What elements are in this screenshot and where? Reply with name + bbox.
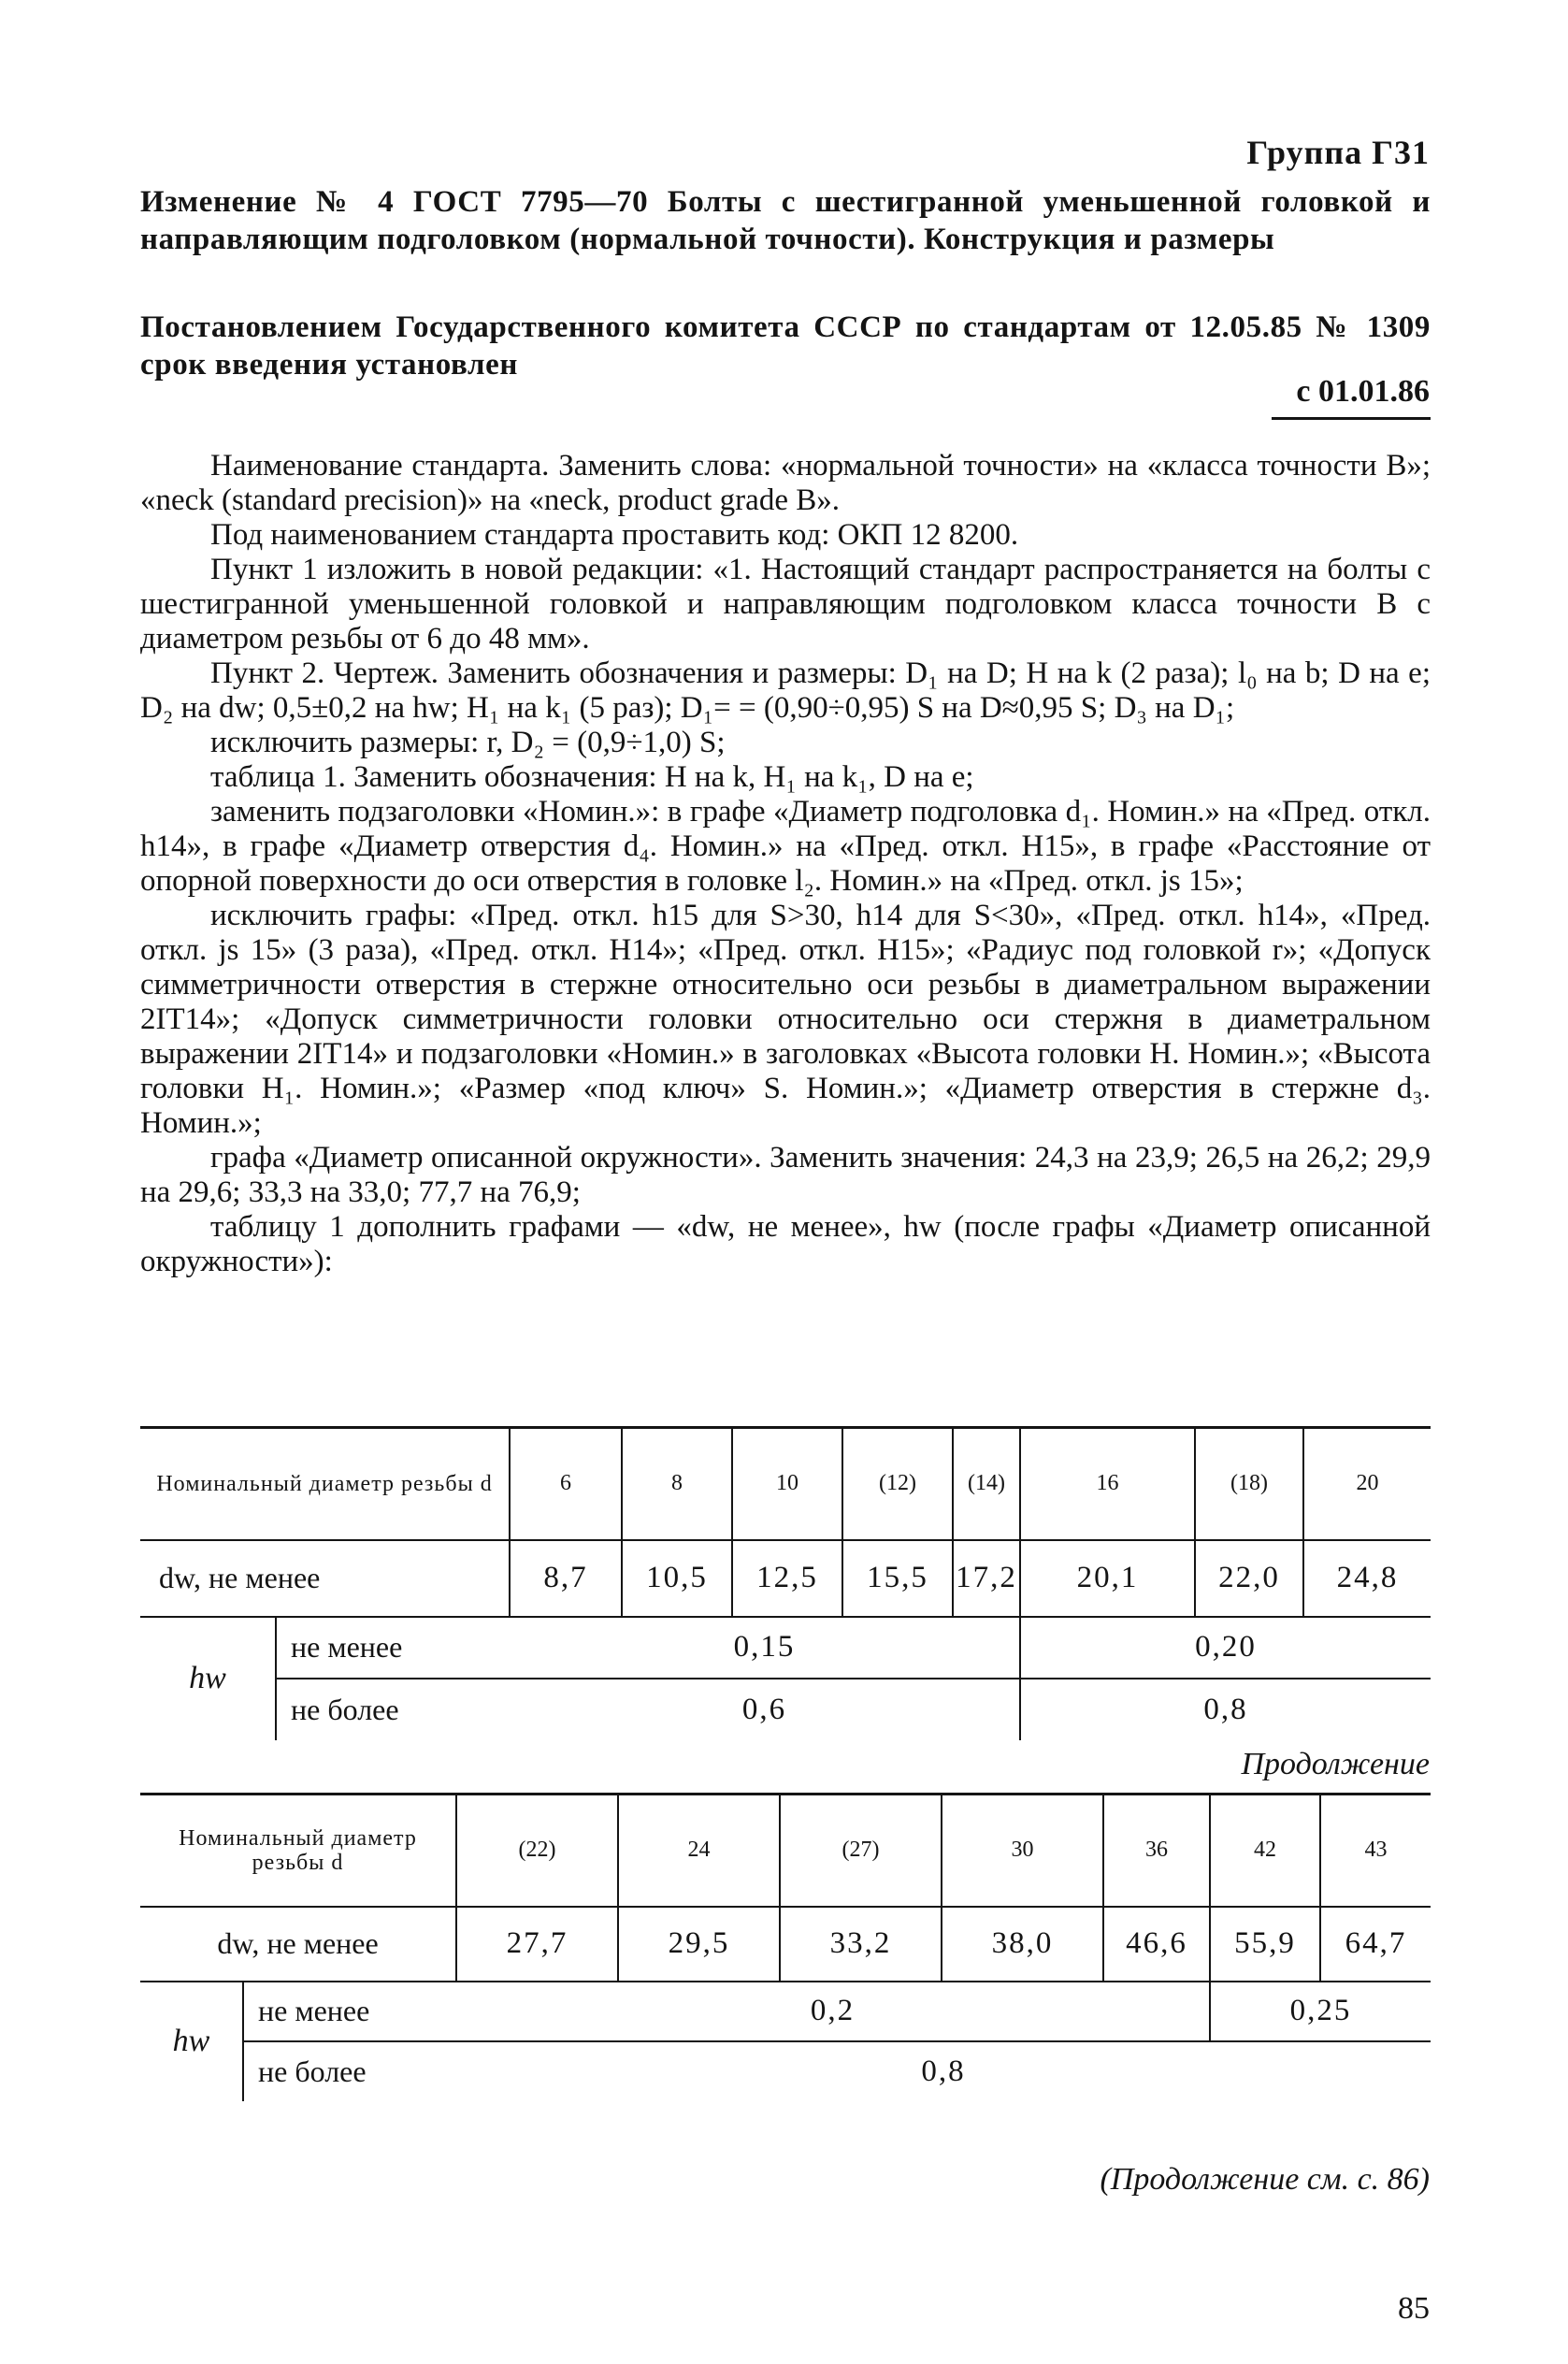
- table-cell: 55,9: [1210, 1907, 1320, 1982]
- column-header: (18): [1195, 1428, 1303, 1540]
- column-header: 42: [1210, 1795, 1320, 1907]
- table-cell: 46,6: [1103, 1907, 1210, 1982]
- column-header: 6: [510, 1428, 622, 1540]
- column-header: 16: [1020, 1428, 1195, 1540]
- dw-label: dw, не менее: [217, 1926, 379, 1960]
- dw-label: dw, не менее: [159, 1561, 321, 1594]
- table-row: [140, 1795, 1431, 1907]
- paragraph-exclude-sizes: исключить размеры: r, D₂ = (0,9÷1,0) S;: [210, 726, 726, 759]
- paragraph-item-1: Пункт 1 изложить в новой редакции: «1. Настоящий стандарт распространяется на болты с шестигранной уменьшенной головкой и направляющим подголовком класса точности В с диаметром резьбы от 6 до 48 мм».: [140, 553, 1431, 656]
- column-header: 24: [618, 1795, 780, 1907]
- paragraph-replace-subheadings: заменить подзаголовки «Номин.»: в графе «Диаметр подголовка d₁. Номин.» на «Пред. откл. h14», в графе «Диаметр отверстия d₄. Номин.» на «Пред. откл. H15», в графе «Расстояние от опорной поверхности до оси отверстия в головке l₂. Номин.» на «Пред. откл. js 15»;: [140, 795, 1431, 898]
- column-header: 43: [1320, 1795, 1431, 1907]
- amendment-body: [140, 449, 1431, 1279]
- column-header: (22): [456, 1795, 618, 1907]
- amendment-title: Изменение № 4 ГОСТ 7795—70 Болты с шестигранной уменьшенной головкой и направляющим подголовком (нормальной точности). Конструкция и размеры: [140, 185, 1431, 256]
- table-cell: 10,5: [622, 1540, 732, 1617]
- column-header: 8: [622, 1428, 732, 1540]
- paragraph-item-2: Пункт 2. Чертеж. Заменить обозначения и размеры: D₁ на D; H на k (2 раза); l₀ на b; D на e; D₂ на dw; 0,5±0,2 на hw; H₁ на k₁ (5 раз); D₁= = (0,90÷0,95) S на D≈0,95 S; D₃ на D₁;: [140, 656, 1431, 725]
- effective-date: с 01.01.86: [1296, 374, 1430, 409]
- column-header: 10: [732, 1428, 842, 1540]
- table-cell: 64,7: [1320, 1907, 1431, 1982]
- table-cell: 17,2: [953, 1540, 1020, 1617]
- column-header: (12): [842, 1428, 953, 1540]
- decree-text: Постановлением Государственного комитета СССР по стандартам от 12.05.85 № 1309 срок введения установлен: [140, 310, 1431, 382]
- table-cell: 33,2: [780, 1907, 942, 1982]
- column-header: 36: [1103, 1795, 1210, 1907]
- table-1: [140, 1426, 1431, 1740]
- paragraph-okp-code: Под наименованием стандарта проставить код: ОКП 12 8200.: [210, 518, 1019, 552]
- paragraph-add-columns: таблицу 1 дополнить графами — «dw, не менее», hw (после графы «Диаметр описанной окружности»):: [140, 1210, 1431, 1278]
- paragraph-standard-name: Наименование стандарта. Заменить слова: «нормальной точности» на «класса точности В»; «neck (standard precision)» на «neck, product grade B».: [140, 449, 1431, 517]
- group-label: Группа Г31: [1246, 134, 1430, 171]
- min-label: не менее: [276, 1617, 510, 1679]
- table-row: [140, 1540, 1431, 1617]
- table-cell: 0,6: [741, 1692, 787, 1726]
- table-cell: 0,25: [1210, 1982, 1431, 2041]
- column-header: (14): [953, 1428, 1020, 1540]
- table-cell: 12,5: [732, 1540, 842, 1617]
- table-cell: 24,8: [1303, 1540, 1431, 1617]
- table-cell: 27,7: [456, 1907, 618, 1982]
- max-label: не более: [276, 1679, 510, 1740]
- table-row: [140, 2041, 1431, 2101]
- table-cell: 0,8: [921, 2054, 966, 2088]
- max-label: не более: [243, 2041, 456, 2101]
- column-header: 30: [942, 1795, 1103, 1907]
- paragraph-table1-designations: таблица 1. Заменить обозначения: H на k, H₁ на k₁, D на e;: [210, 760, 974, 794]
- paragraph-exclude-columns: исключить графы: «Пред. откл. h15 для S>30, h14 для S<30», «Пред. откл. h14», «Пред. откл. js 15» (3 раза), «Пред. откл. H14»; «Пред. откл. H15»; «Радиус под головкой r»; «Допуск симметричности отверстия в стержне относительно оси резьбы в диаметральном выражении 2IT14»; «Допуск симметричности головки относительно оси стержня в диаметральном выражении 2IT14» и подзаголовки «Номин.» в заголовках «Высота головки H. Номин.»; «Высота головки H₁. Номин.»; «Размер «под ключ» S. Номин.»; «Диаметр отверстия в стержне d₃. Номин.»;: [140, 899, 1431, 1140]
- paragraph-circumscribed-diameter: графа «Диаметр описанной окружности». Заменить значения: 24,3 на 23,9; 26,5 на 26,2; 29,9 на 29,6; 33,3 на 33,0; 77,7 на 76,9;: [140, 1141, 1431, 1209]
- table-row: [140, 1617, 1431, 1679]
- table-cell: 20,1: [1020, 1540, 1195, 1617]
- header-nominal-diameter: Номинальный диаметр резьбы d: [140, 1795, 456, 1907]
- date-underline: [1272, 417, 1431, 420]
- hw-label: hw: [189, 1661, 226, 1695]
- table-cell: 38,0: [942, 1907, 1103, 1982]
- column-header: 20: [1303, 1428, 1431, 1540]
- table-cell: 8,7: [510, 1540, 622, 1617]
- table-row: [140, 1428, 1431, 1540]
- table-row: [140, 1679, 1431, 1740]
- table-cell: 0,20: [1020, 1617, 1431, 1679]
- table-cell: 0,15: [510, 1617, 1020, 1679]
- continuation-label: Продолжение: [1241, 1747, 1430, 1781]
- page-number: 85: [1398, 2291, 1430, 2326]
- table-cell: 29,5: [618, 1907, 780, 1982]
- table-2: [140, 1793, 1431, 2101]
- column-header: (27): [780, 1795, 942, 1907]
- table-cell: 0,8: [1020, 1679, 1431, 1740]
- min-label: не менее: [243, 1982, 456, 2041]
- table-row: [140, 1907, 1431, 1982]
- table-cell: 22,0: [1195, 1540, 1303, 1617]
- table-row: [140, 1982, 1431, 2041]
- continued-note: (Продолжение см. с. 86): [1100, 2162, 1430, 2197]
- hw-label: hw: [172, 2024, 210, 2058]
- table-cell: 15,5: [842, 1540, 953, 1617]
- table-cell: 0,2: [456, 1982, 1210, 2041]
- header-nominal-diameter: Номинальный диаметр резьбы d: [140, 1428, 510, 1540]
